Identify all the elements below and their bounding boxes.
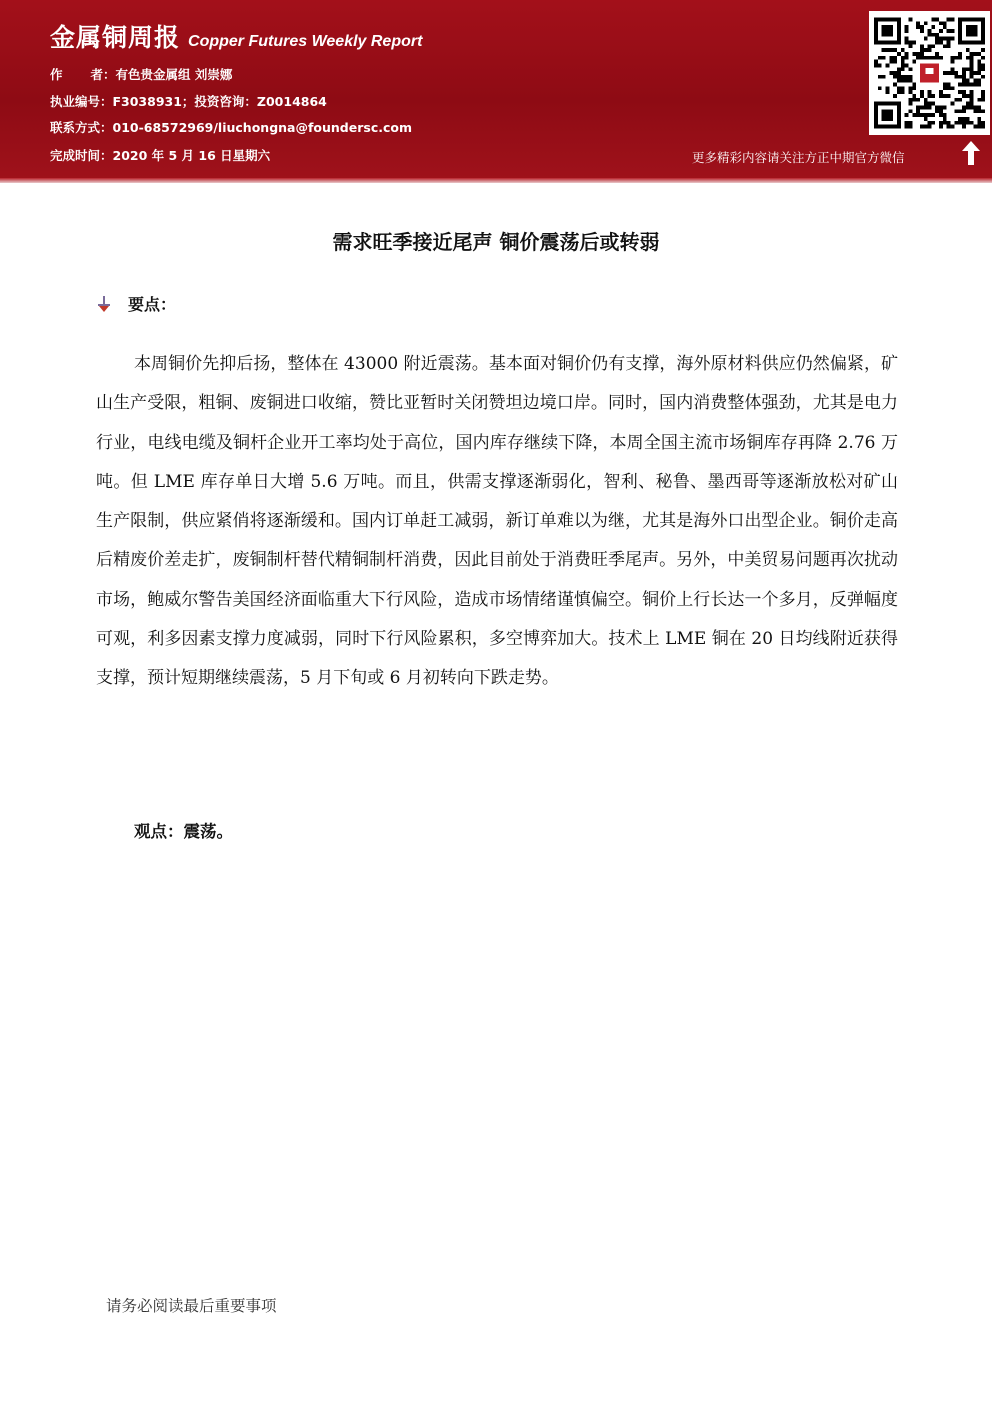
license-line: 执业编号：F3038931；投资咨询：Z0014864 [50, 94, 327, 109]
brand-title-en: Copper Futures Weekly Report [188, 33, 423, 50]
key-points-body: 本周铜价先抑后扬，整体在 43000 附近震荡。基本面对铜价仍有支撑，海外原材料供应仍然偏紧，矿山生产受限，粗铜、废铜进口收缩，赞比亚暂时关闭赞坦边境口岸。同时，国内消费整体强劲，尤其是电力行业，电线电缆及铜杆企业开工率均处于高位，国内库存继续下降，本周全国主流市场铜库存再降 2.76 万吨。但 LME 库存单日大增 5.6 万吨。而且，供需支撑逐渐弱化，智利、秘鲁、墨西哥等逐渐放松对矿山生产限制，供应紧俏将逐渐缓和。国内订单赶工减弱，新订单难以为继，尤其是海外口出型企业。铜价走高后精废价差走扩，废铜制杆替代精铜制杆消费，因此目前处于消费旺季尾声。另外，中美贸易问题再次扰动市场，鲍威尔警告美国经济面临重大下行风险，造成市场情绪谨慎偏空。铜价上行长达一个多月，反弹幅度可观，利多因素支撑力度减弱，同时下行风险累积，多空博弈加大。技术上 LME 铜在 20 日均线附近获得支撑，预计短期继续震荡，5 月下旬或 6 月初转向下跌走势。 [96, 354, 898, 689]
follow-wechat-text: 更多精彩内容请关注方正中期官方微信 [692, 150, 905, 165]
report-title: 需求旺季接近尾声 铜价震荡后或转弱 [332, 230, 660, 254]
view-conclusion: 观点：震荡。 [134, 822, 233, 841]
author-label: 作 [50, 67, 63, 82]
qr-code-icon [869, 11, 990, 135]
footer-disclaimer-note: 请务必阅读最后重要事项 [106, 1297, 277, 1315]
header-bottom-edge [0, 178, 992, 183]
author-label-2: 者： [90, 67, 116, 82]
author-line [50, 65, 232, 83]
key-points-heading [96, 292, 176, 315]
up-arrow-icon [961, 140, 981, 166]
date-line: 完成时间：2020 年 5 月 16 日星期六 [50, 148, 271, 163]
report-header [0, 0, 992, 183]
key-points-label: 要点： [128, 295, 177, 314]
contact-line: 联系方式：010-68572969/liuchongna@foundersc.com [50, 120, 413, 135]
brand [50, 18, 422, 54]
author-value: 有色贵金属组 刘崇娜 [115, 67, 233, 82]
diamond-bullet-icon [96, 295, 112, 313]
brand-title-cn: 金属铜周报 [50, 23, 181, 52]
